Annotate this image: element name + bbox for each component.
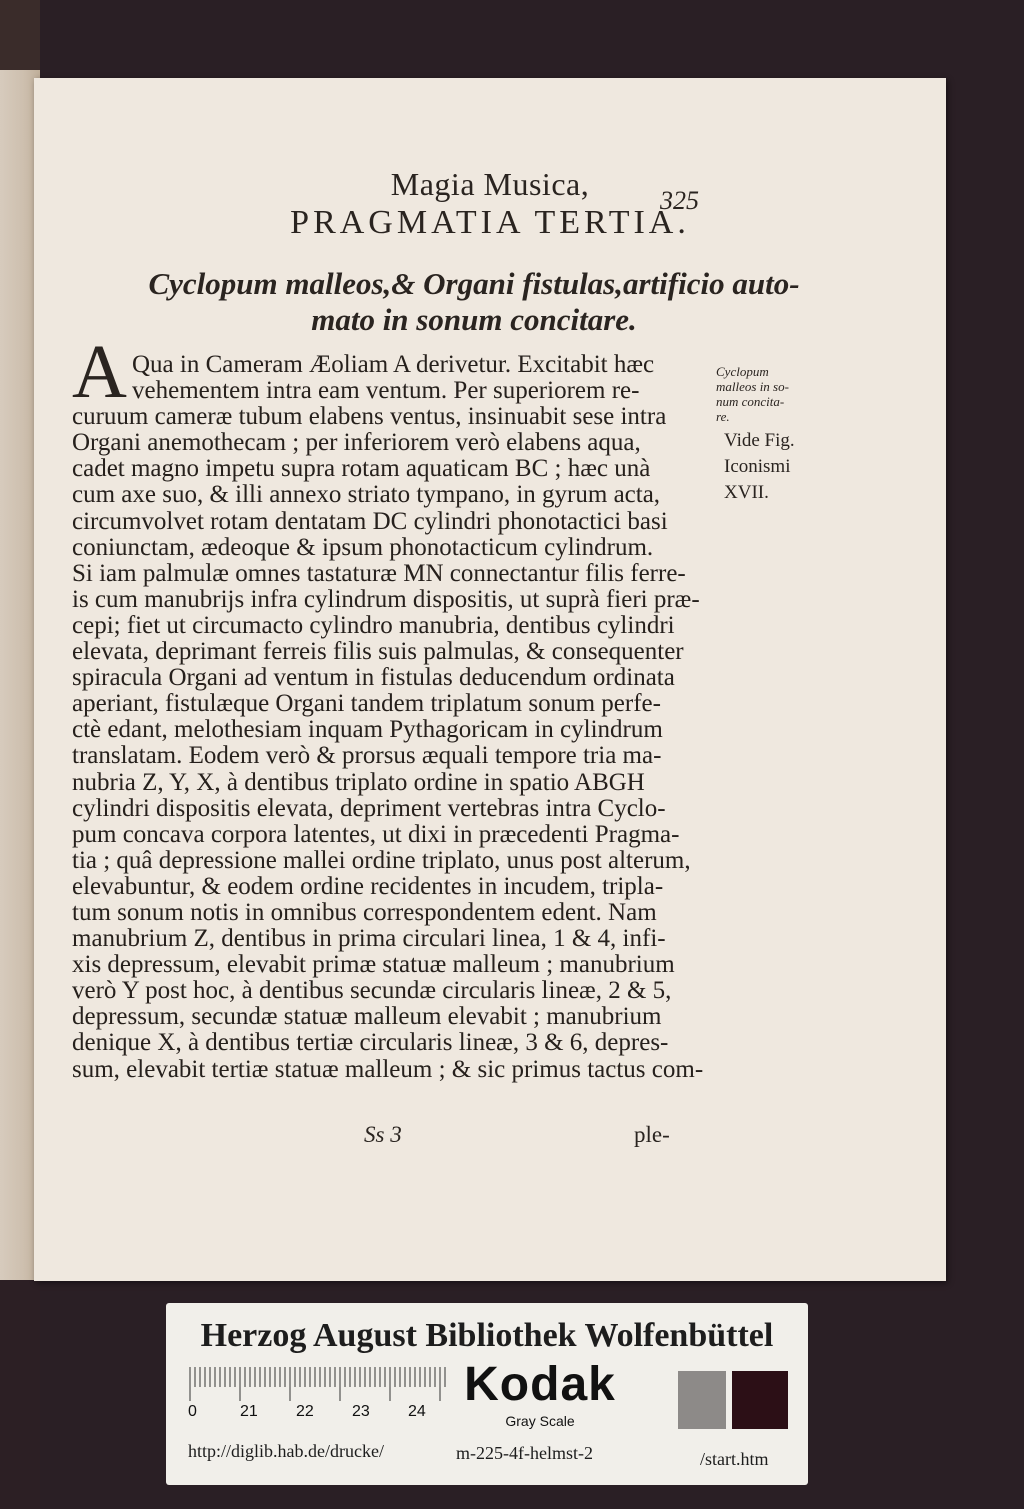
margin-note-line: re. [716, 409, 730, 424]
body-line: verò Y post hoc, à dentibus secundæ circularis lineæ, 2 & 5, [72, 977, 672, 1005]
catchword: ple- [634, 1122, 670, 1147]
body-line: xis depressum, elevabit primæ statuæ malleum ; manubrium [72, 951, 675, 979]
library-label [166, 1303, 808, 1485]
body-line: cum axe suo, & illi annexo striato tympano, in gyrum acta, [72, 481, 661, 509]
body-line: cylindri dispositis elevata, depriment vertebras intra Cyclo- [72, 794, 666, 822]
ruler-number: 0 [188, 1403, 197, 1420]
book-edge-shadow [0, 0, 40, 70]
body-line: pum concava corpora latentes, ut dixi in præcedenti Pragma- [72, 820, 680, 848]
body-line: vehementem intra eam ventum. Per superiorem re- [132, 377, 640, 405]
body-line: coniunctam, ædeoque & ipsum phonotacticum cylindrum. [72, 533, 654, 561]
margin-note-line: malleos in so- [716, 379, 789, 394]
body-line: Qua in Cameram Æoliam A derivetur. Excitabit hæc [132, 351, 655, 378]
margin-note-line: Cyclopum [716, 364, 769, 379]
body-line: circumvolvet rotam dentatam DC cylindri phonotactici basi [72, 507, 668, 535]
book-page [34, 78, 946, 1281]
margin-ref-line: Iconismi [724, 456, 791, 477]
body-line: ctè edant, melothesiam inquam Pythagoricam in cylindrum [72, 716, 663, 744]
body-line: curuum cameræ tubum elabens ventus, insinuabit sese intra [72, 403, 667, 431]
body-line: cepi; fiet ut circumacto cylindro manubria, dentibus cylindri [72, 611, 675, 639]
ruler-number: 22 [296, 1403, 314, 1420]
body-line: translatam. Eodem verò & prorsus æquali tempore tria ma- [72, 742, 662, 770]
ruler-numbers [188, 1403, 450, 1427]
body-line: elevata, deprimant ferreis filis suis palmulas, & consequenter [72, 638, 684, 666]
body-line: sum, elevabit tertiæ statuæ malleum ; & sic primus tactus com- [72, 1055, 704, 1083]
body-line: aperiant, fistulæque Organi tandem triplatum sonum perfe- [72, 690, 661, 718]
chapter-title-line: mato in sonum concitare. [311, 302, 637, 337]
body-line: is cum manubrijs infra cylindrum dispositis, ut suprà fieri præ- [72, 585, 700, 613]
gray-swatch-dark [732, 1371, 788, 1429]
margin-note-line: num concita- [716, 394, 785, 409]
ruler-number: 24 [408, 1403, 426, 1420]
book-edge-bottom [0, 1280, 40, 1509]
margin-note [716, 364, 826, 424]
library-url: http://diglib.hab.de/drucke/ [188, 1441, 384, 1461]
chapter-title [94, 266, 854, 338]
body-text [72, 352, 712, 1083]
library-name: Herzog August Bibliothek Wolfenbüttel [200, 1317, 774, 1354]
signature-mark: Ss 3 [364, 1122, 402, 1147]
margin-figure-reference [724, 428, 834, 506]
ruler-number: 23 [352, 1403, 370, 1420]
running-head: Magia Musica, [390, 166, 590, 202]
body-line: Organi anemothecam ; per inferiorem verò elabens aqua, [72, 429, 641, 457]
margin-ref-line: XVII. [724, 482, 769, 503]
body-line: cadet magno impetu supra rotam aquaticam BC ; hæc unà [72, 455, 651, 483]
page-number: 325 [660, 186, 699, 215]
shelfmark: m-225-4f-helmst-2 [456, 1443, 593, 1463]
gray-scale-caption: Gray Scale [505, 1413, 575, 1429]
chapter-title-line: Cyclopum malleos,& Organi fistulas,artificio auto- [148, 266, 800, 301]
start-page: /start.htm [700, 1449, 769, 1469]
body-line: spiracula Organi ad ventum in fistulas deducendum ordinata [72, 664, 675, 692]
body-line: denique X, à dentibus tertiæ circularis lineæ, 3 & 6, depres- [72, 1029, 669, 1057]
body-line: depressum, secundæ statuæ malleum elevabit ; manubrium [72, 1003, 662, 1031]
body-line: tum sonum notis in omnibus correspondentem edent. Nam [72, 898, 657, 926]
kodak-logo: Kodak [464, 1358, 616, 1411]
section-heading: PRAGMATIA TERTIA. [290, 204, 690, 241]
ruler-number: 21 [240, 1403, 258, 1420]
margin-ref-line: Vide Fig. [724, 430, 795, 451]
body-line: elevabuntur, & eodem ordine recidentes in incudem, tripla- [72, 872, 664, 900]
body-line: nubria Z, Y, X, à dentibus triplato ordine in spatio ABGH [72, 768, 645, 796]
body-line: manubrium Z, dentibus in prima circulari linea, 1 & 4, infi- [72, 925, 666, 953]
body-line: Si iam palmulæ omnes tastaturæ MN connectantur filis ferre- [72, 559, 686, 587]
gray-swatch-light [678, 1371, 726, 1429]
drop-cap: A [72, 330, 127, 414]
body-line: tia ; quâ depressione mallei ordine triplato, unus post alterum, [72, 846, 691, 874]
